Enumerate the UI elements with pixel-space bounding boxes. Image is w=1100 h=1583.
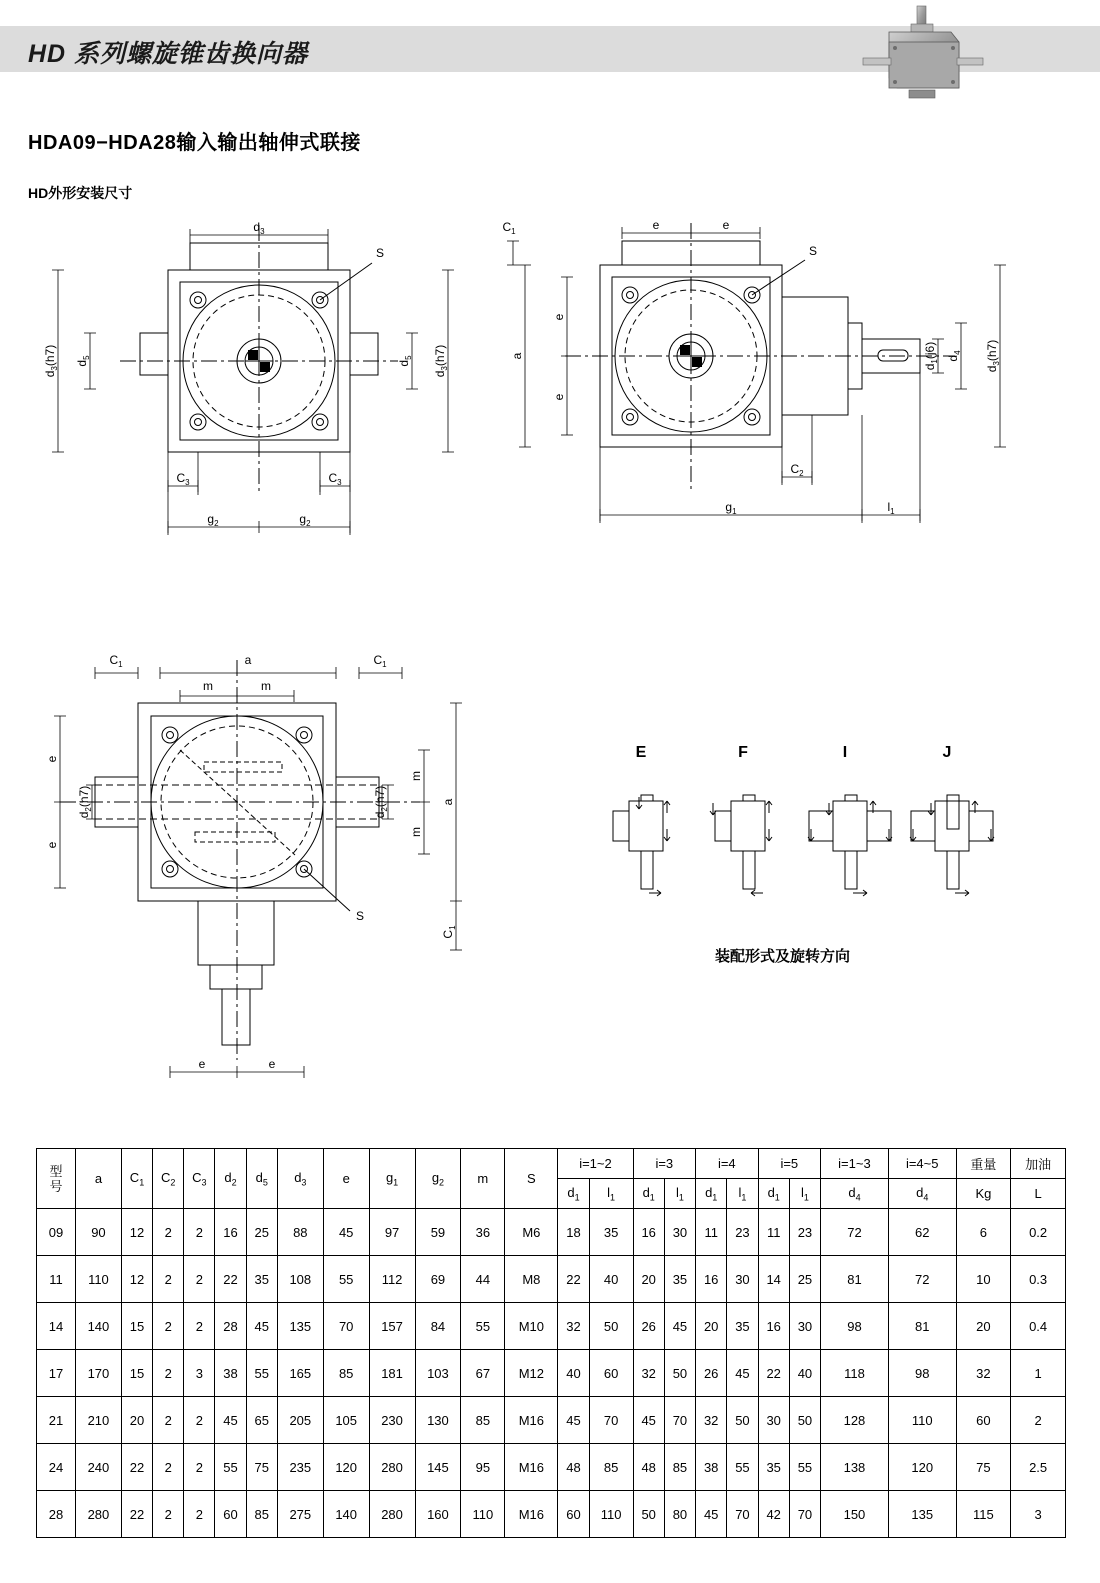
cell-d1d: 14 [758,1256,789,1303]
cell-a: 280 [76,1491,122,1538]
cell-d1d: 42 [758,1491,789,1538]
label-e-bottom1: e [198,1057,206,1071]
header-l1-d: $l_1$ [789,1179,820,1209]
cell-l1c: 23 [727,1209,758,1256]
table-row [37,1303,1066,1350]
cell-c1: 12 [121,1209,152,1256]
cell-l1b: 50 [664,1350,695,1397]
cell-l: 0.3 [1011,1256,1066,1303]
page-header [0,0,1100,98]
cell-c1: 22 [121,1444,152,1491]
cell-e: 85 [323,1350,369,1397]
label-g2-right: $g_2$ [299,512,311,528]
label-m-right2: m [409,827,423,837]
cell-d4a: 138 [821,1444,889,1491]
cell-d1b: 32 [633,1350,664,1397]
cell-g1: 97 [369,1209,415,1256]
cell-d1b: 50 [633,1491,664,1538]
dimensions-table-wrap [36,1148,1066,1538]
cell-d1a: 32 [558,1303,589,1350]
header-group-i5: i=5 [758,1149,821,1179]
cell-l: 1 [1011,1350,1066,1397]
label-d2h7-right: $d_2(h7)$ [373,785,389,819]
cell-s: M10 [505,1303,558,1350]
cell-m: 55 [461,1303,505,1350]
cell-l1b: 30 [664,1209,695,1256]
cell-l1b: 85 [664,1444,695,1491]
cell-d1c: 26 [696,1350,727,1397]
cell-d1a: 48 [558,1444,589,1491]
label-C1-left: $C_1$ [109,653,123,669]
cell-type: 14 [37,1303,76,1350]
assembly-caption: 装配形式及旋转方向 [715,948,851,965]
cell-l1c: 55 [727,1444,758,1491]
cell-l1a: 85 [589,1444,633,1491]
label-d1j6: $d_1(j6)$ [923,341,939,371]
cell-l1a: 110 [589,1491,633,1538]
header-l1-b: $l_1$ [664,1179,695,1209]
cell-c1: 22 [121,1491,152,1538]
label-g1: $g_1$ [725,500,737,516]
cell-s: M16 [505,1444,558,1491]
cell-d1d: 11 [758,1209,789,1256]
cell-m: 67 [461,1350,505,1397]
cell-d4a: 81 [821,1256,889,1303]
cell-a: 140 [76,1303,122,1350]
label-d3: $d_3$ [253,220,265,236]
cell-l: 0.2 [1011,1209,1066,1256]
cell-c2: 2 [153,1256,184,1303]
cell-l1d: 40 [789,1350,820,1397]
label-S2: S [808,244,818,258]
cell-c2: 2 [153,1303,184,1350]
cell-kg: 10 [956,1256,1011,1303]
cell-d4a: 72 [821,1209,889,1256]
cell-c1: 20 [121,1397,152,1444]
drawing-front-view [20,205,490,575]
label-m-top2: m [261,679,271,693]
header-d5: $d_5$ [246,1149,277,1209]
cell-a: 210 [76,1397,122,1444]
cell-l1a: 50 [589,1303,633,1350]
cell-kg: 20 [956,1303,1011,1350]
label-e-left4: e [45,841,59,849]
header-d1-c: $d_1$ [696,1179,727,1209]
table-row [37,1491,1066,1538]
cell-type: 28 [37,1491,76,1538]
cell-d1b: 26 [633,1303,664,1350]
cell-c3: 2 [184,1397,215,1444]
cell-d4a: 98 [821,1303,889,1350]
cell-d5: 85 [246,1491,277,1538]
assembly-label-E: E [635,744,647,761]
label-C3-right: $C_3$ [328,471,342,487]
label-m-right1: m [409,771,423,781]
table-body [37,1209,1066,1538]
assembly-forms [595,735,995,915]
cell-d5: 35 [246,1256,277,1303]
header-oil: 加油 [1011,1149,1066,1179]
cell-d3: 88 [277,1209,323,1256]
cell-d3: 275 [277,1491,323,1538]
cell-g2: 103 [415,1350,461,1397]
header-c2: $C_2$ [153,1149,184,1209]
cell-m: 110 [461,1491,505,1538]
cell-l1d: 25 [789,1256,820,1303]
cell-d4b: 120 [888,1444,956,1491]
cell-d1a: 18 [558,1209,589,1256]
cell-l: 3 [1011,1491,1066,1538]
cell-d1c: 38 [696,1444,727,1491]
label-d5-right: $d_5$ [397,355,413,367]
cell-l1d: 70 [789,1491,820,1538]
drawing-side-view [495,205,1075,575]
cell-c2: 2 [153,1397,184,1444]
cell-c3: 2 [184,1303,215,1350]
cell-g1: 112 [369,1256,415,1303]
table-row [37,1397,1066,1444]
label-m-top1: m [203,679,213,693]
label-d2h7-left: $d_2(h7)$ [77,785,93,819]
cell-a: 170 [76,1350,122,1397]
cell-g1: 280 [369,1491,415,1538]
cell-g2: 59 [415,1209,461,1256]
table-row [37,1256,1066,1303]
label-C1-top: $C_1$ [502,220,516,236]
cell-l1c: 30 [727,1256,758,1303]
label-d5-left: $d_5$ [75,355,91,367]
label-e-left2: e [552,393,566,401]
cell-d1b: 20 [633,1256,664,1303]
cell-l: 2.5 [1011,1444,1066,1491]
header-g2: $g_2$ [415,1149,461,1209]
header-weight-unit: Kg [956,1179,1011,1209]
cell-e: 70 [323,1303,369,1350]
cell-d3: 135 [277,1303,323,1350]
cell-d2: 45 [215,1397,246,1444]
cell-d5: 25 [246,1209,277,1256]
header-d1-d: $d_1$ [758,1179,789,1209]
cell-e: 105 [323,1397,369,1444]
label-S: S [375,246,385,260]
header-weight: 重量 [956,1149,1011,1179]
header-c1: $C_1$ [121,1149,152,1209]
cell-d4b: 110 [888,1397,956,1444]
cell-a: 240 [76,1444,122,1491]
header-oil-unit: L [1011,1179,1066,1209]
header-d4-b: $d_4$ [888,1179,956,1209]
cell-l: 2 [1011,1397,1066,1444]
cell-kg: 60 [956,1397,1011,1444]
cell-l1a: 35 [589,1209,633,1256]
cell-l1d: 50 [789,1397,820,1444]
label-a-top: a [244,653,252,667]
label-C2: $C_2$ [790,462,804,478]
label-l1: $l_1$ [887,500,895,516]
label-a-right: a [441,798,455,806]
cell-a: 90 [76,1209,122,1256]
cell-e: 140 [323,1491,369,1538]
header-s: S [505,1149,558,1209]
cell-d1b: 45 [633,1397,664,1444]
cell-m: 36 [461,1209,505,1256]
cell-c2: 2 [153,1491,184,1538]
header-g1: $g_1$ [369,1149,415,1209]
cell-d1b: 16 [633,1209,664,1256]
cell-d1d: 22 [758,1350,789,1397]
cell-l1c: 45 [727,1350,758,1397]
cell-g2: 130 [415,1397,461,1444]
cell-g2: 69 [415,1256,461,1303]
cell-d4b: 81 [888,1303,956,1350]
label-e-top2: e [722,218,730,232]
cell-g2: 84 [415,1303,461,1350]
cell-l1b: 70 [664,1397,695,1444]
label-d3h7-right: $d_3(h7)$ [433,344,449,378]
header-group-i13: i=1~3 [821,1149,889,1179]
table-row [37,1444,1066,1491]
cell-c3: 2 [184,1491,215,1538]
cell-a: 110 [76,1256,122,1303]
cell-s: M12 [505,1350,558,1397]
cell-d2: 60 [215,1491,246,1538]
cell-c2: 2 [153,1444,184,1491]
cell-c1: 15 [121,1350,152,1397]
cell-d5: 45 [246,1303,277,1350]
cell-d1c: 32 [696,1397,727,1444]
label-g2-left: $g_2$ [207,512,219,528]
header-c3: $C_3$ [184,1149,215,1209]
cell-d1d: 35 [758,1444,789,1491]
cell-l1a: 40 [589,1256,633,1303]
cell-l1d: 23 [789,1209,820,1256]
cell-d5: 75 [246,1444,277,1491]
cell-d3: 205 [277,1397,323,1444]
label-e-left3: e [45,755,59,763]
label-a-left: a [510,352,524,360]
header-d3: $d_3$ [277,1149,323,1209]
cell-d1d: 30 [758,1397,789,1444]
cell-m: 44 [461,1256,505,1303]
header-d1-b: $d_1$ [633,1179,664,1209]
cell-kg: 6 [956,1209,1011,1256]
cell-type: 24 [37,1444,76,1491]
cell-g2: 160 [415,1491,461,1538]
cell-d3: 108 [277,1256,323,1303]
cell-l1b: 35 [664,1256,695,1303]
cell-l1a: 70 [589,1397,633,1444]
cell-kg: 32 [956,1350,1011,1397]
label-e-bottom2: e [268,1057,276,1071]
cell-d4a: 118 [821,1350,889,1397]
assembly-label-J: J [942,744,952,761]
cell-d1a: 60 [558,1491,589,1538]
cell-d2: 28 [215,1303,246,1350]
gearbox-photo [855,2,985,102]
assembly-label-F: F [738,744,748,761]
label-e-top1: e [652,218,660,232]
cell-d3: 235 [277,1444,323,1491]
cell-d1c: 45 [696,1491,727,1538]
cell-l1c: 35 [727,1303,758,1350]
cell-g1: 157 [369,1303,415,1350]
cell-s: M16 [505,1491,558,1538]
label-d4: $d_4$ [946,350,962,362]
cell-d4a: 128 [821,1397,889,1444]
cell-d4b: 62 [888,1209,956,1256]
cell-kg: 115 [956,1491,1011,1538]
cell-d4b: 98 [888,1350,956,1397]
label-S3: S [355,909,365,923]
cell-e: 45 [323,1209,369,1256]
cell-d1d: 16 [758,1303,789,1350]
cell-l1a: 60 [589,1350,633,1397]
cell-g1: 230 [369,1397,415,1444]
label-C1-bottom: $C_1$ [441,925,457,939]
cell-d1c: 20 [696,1303,727,1350]
label-d3h7-side: $d_3(h7)$ [985,339,1001,373]
cell-l1c: 50 [727,1397,758,1444]
cell-kg: 75 [956,1444,1011,1491]
header-group-i3: i=3 [633,1149,696,1179]
cell-g1: 181 [369,1350,415,1397]
cell-s: M8 [505,1256,558,1303]
header-a: a [76,1149,122,1209]
cell-g1: 280 [369,1444,415,1491]
cell-d1a: 22 [558,1256,589,1303]
label-e-left1: e [552,313,566,321]
header-group-i12: i=1~2 [558,1149,633,1179]
cell-d1a: 45 [558,1397,589,1444]
label-d3h7-left: $d_3(h7)$ [43,344,59,378]
cell-d1b: 48 [633,1444,664,1491]
cell-l1c: 70 [727,1491,758,1538]
cell-d3: 165 [277,1350,323,1397]
cell-c3: 2 [184,1256,215,1303]
cell-l1b: 80 [664,1491,695,1538]
cell-d2: 22 [215,1256,246,1303]
cell-m: 85 [461,1397,505,1444]
cell-type: 11 [37,1256,76,1303]
section-title: HDA09−HDA28输入输出轴伸式联接 [28,132,361,154]
label-C3-left: $C_3$ [176,471,190,487]
cell-e: 120 [323,1444,369,1491]
cell-m: 95 [461,1444,505,1491]
label-C1-right: $C_1$ [373,653,387,669]
cell-c2: 2 [153,1209,184,1256]
cell-g2: 145 [415,1444,461,1491]
cell-type: 21 [37,1397,76,1444]
cell-type: 17 [37,1350,76,1397]
assembly-label-I: I [842,744,848,761]
cell-c3: 3 [184,1350,215,1397]
header-d2: $d_2$ [215,1149,246,1209]
cell-d4a: 150 [821,1491,889,1538]
cell-c1: 15 [121,1303,152,1350]
cell-d5: 65 [246,1397,277,1444]
header-d4-a: $d_4$ [821,1179,889,1209]
drawing-top-view [20,620,520,1100]
cell-d1c: 11 [696,1209,727,1256]
page-title: HD 系列螺旋锥齿换向器 [28,40,309,68]
header-d1-a: $d_1$ [558,1179,589,1209]
cell-c1: 12 [121,1256,152,1303]
cell-d1c: 16 [696,1256,727,1303]
cell-d4b: 72 [888,1256,956,1303]
header-l1-a: $l_1$ [589,1179,633,1209]
header-l1-c: $l_1$ [727,1179,758,1209]
cell-c2: 2 [153,1350,184,1397]
header-group-i4: i=4 [696,1149,759,1179]
cell-s: M6 [505,1209,558,1256]
cell-l1d: 30 [789,1303,820,1350]
cell-d2: 16 [215,1209,246,1256]
cell-e: 55 [323,1256,369,1303]
header-e: e [323,1149,369,1209]
cell-c3: 2 [184,1444,215,1491]
header-group-i45: i=4~5 [888,1149,956,1179]
cell-type: 09 [37,1209,76,1256]
table-row [37,1350,1066,1397]
cell-l1b: 45 [664,1303,695,1350]
cell-d2: 38 [215,1350,246,1397]
table-row [37,1209,1066,1256]
cell-d4b: 135 [888,1491,956,1538]
cell-d1a: 40 [558,1350,589,1397]
cell-d2: 55 [215,1444,246,1491]
header-type: 型 号 [37,1149,76,1209]
dimensions-table [36,1148,1066,1538]
cell-s: M16 [505,1397,558,1444]
cell-d5: 55 [246,1350,277,1397]
subsection-title: HD外形安装尺寸 [28,185,133,201]
cell-l1d: 55 [789,1444,820,1491]
cell-c3: 2 [184,1209,215,1256]
cell-l: 0.4 [1011,1303,1066,1350]
header-m: m [461,1149,505,1209]
